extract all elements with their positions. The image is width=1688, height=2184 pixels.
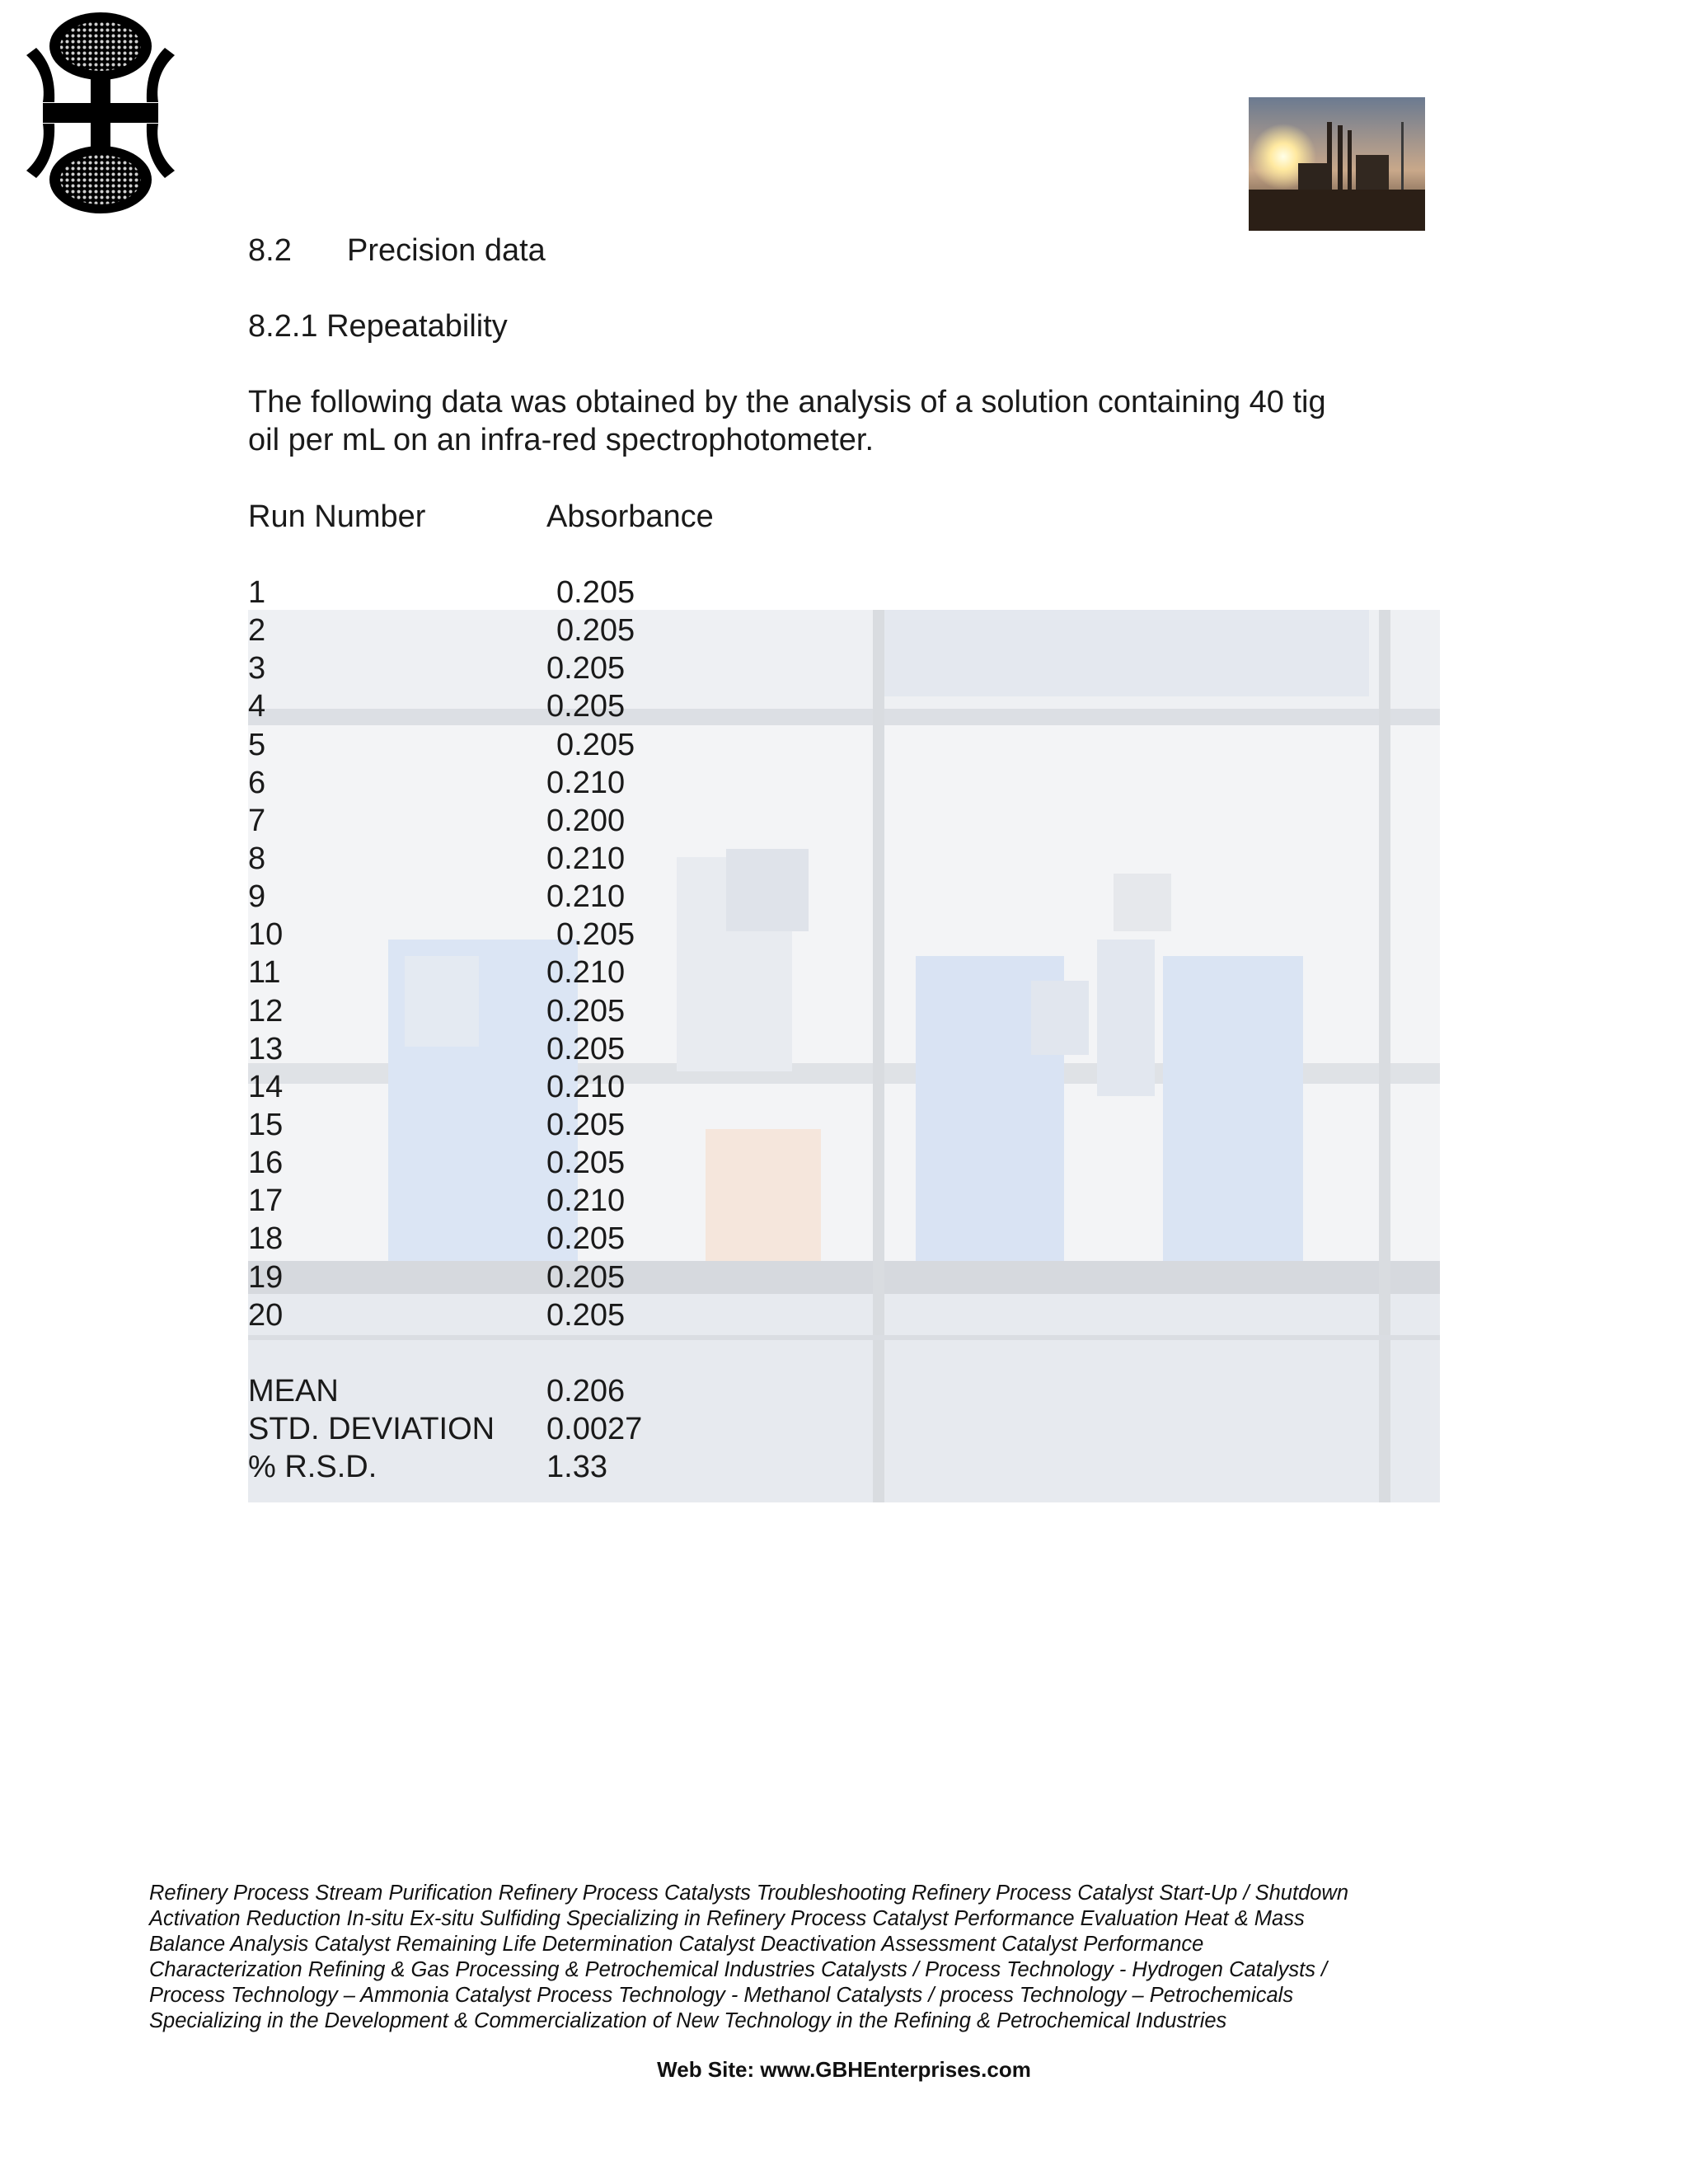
stat-value: 1.33 xyxy=(546,1450,607,1485)
column-header-absorbance: Absorbance xyxy=(546,499,714,534)
run-number: 12 xyxy=(248,993,284,1029)
stat-label: MEAN xyxy=(248,1374,339,1408)
absorbance-value: 0.205 xyxy=(546,1221,626,1257)
gbh-logo-icon xyxy=(18,10,183,218)
absorbance-value: 0.210 xyxy=(546,765,626,800)
section-number: 8.2 xyxy=(248,233,292,268)
footer-line: Characterization Refining & Gas Processing & Petrochemical Industries Catalysts / Process Technology - Hydrogen Catalysts / xyxy=(149,1958,1328,1981)
absorbance-value: 0.205 xyxy=(546,651,626,687)
run-number: 3 xyxy=(248,651,266,687)
laboratory-photo xyxy=(248,610,1440,1502)
refinery-photo xyxy=(1249,97,1425,231)
column-header-run: Run Number xyxy=(248,499,426,534)
run-number: 1 xyxy=(248,575,266,610)
absorbance-value: 0.205 xyxy=(556,613,635,649)
absorbance-value: 0.210 xyxy=(546,841,626,876)
footer-line: Specializing in the Development & Commercialization of New Technology in the Refining & Petrochemical Industries xyxy=(149,2009,1227,2032)
run-number: 6 xyxy=(248,765,266,800)
footer-services-text xyxy=(149,1881,1435,2034)
footer-line: Refinery Process Stream Purification Refinery Process Catalysts Troubleshooting Refinery Process Catalyst Start-Up / Shutdown xyxy=(149,1882,1349,1905)
run-number: 20 xyxy=(248,1297,284,1333)
absorbance-value: 0.205 xyxy=(546,689,626,724)
footer-website: Web Site: www.GBHEnterprises.com xyxy=(657,2057,1031,2082)
absorbance-value: 0.210 xyxy=(546,1183,626,1219)
run-number: 5 xyxy=(248,727,266,762)
absorbance-value: 0.200 xyxy=(546,803,626,838)
absorbance-value: 0.205 xyxy=(546,1031,626,1066)
run-number: 16 xyxy=(248,1146,284,1181)
absorbance-value: 0.205 xyxy=(546,1146,626,1181)
run-number: 8 xyxy=(248,841,266,876)
absorbance-value: 0.210 xyxy=(546,1069,626,1104)
run-number: 13 xyxy=(248,1031,284,1066)
run-number: 7 xyxy=(248,803,266,838)
footer-line: Balance Analysis Catalyst Remaining Life Determination Catalyst Deactivation Assessment Catalyst Performance xyxy=(149,1933,1204,1956)
run-number: 9 xyxy=(248,879,266,915)
absorbance-value: 0.205 xyxy=(556,575,635,610)
absorbance-value: 0.205 xyxy=(556,727,635,762)
run-number: 14 xyxy=(248,1069,284,1104)
absorbance-value: 0.205 xyxy=(546,1107,626,1142)
absorbance-value: 0.205 xyxy=(556,917,635,953)
run-number: 2 xyxy=(248,613,266,649)
footer-line: Activation Reduction In-situ Ex-situ Sulfiding Specializing in Refinery Process Catalyst Performance Evaluation Heat & Mass xyxy=(149,1907,1305,1930)
run-number: 18 xyxy=(248,1221,284,1257)
run-number: 17 xyxy=(248,1183,284,1219)
absorbance-value: 0.205 xyxy=(546,993,626,1029)
run-number: 10 xyxy=(248,917,284,953)
stat-label: STD. DEVIATION xyxy=(248,1412,495,1447)
absorbance-value: 0.210 xyxy=(546,955,626,991)
subsection-title: 8.2.1 Repeatability xyxy=(248,309,508,344)
run-number: 15 xyxy=(248,1107,284,1142)
section-title: Precision data xyxy=(347,233,546,268)
stat-value: 0.0027 xyxy=(546,1412,643,1447)
absorbance-value: 0.205 xyxy=(546,1259,626,1295)
absorbance-value: 0.205 xyxy=(546,1297,626,1333)
run-number: 11 xyxy=(248,955,281,991)
footer-line: Process Technology – Ammonia Catalyst Process Technology - Methanol Catalysts / process Technology – Petrochemicals xyxy=(149,1984,1294,2007)
intro-paragraph: The following data was obtained by the analysis of a solution containing 40 tig oil per mL on an infra-red spectrophotometer. xyxy=(248,385,1326,457)
run-number: 19 xyxy=(248,1259,284,1295)
absorbance-value: 0.210 xyxy=(546,879,626,915)
run-number: 4 xyxy=(248,689,266,724)
stat-label: % R.S.D. xyxy=(248,1450,377,1485)
stat-value: 0.206 xyxy=(546,1374,626,1408)
